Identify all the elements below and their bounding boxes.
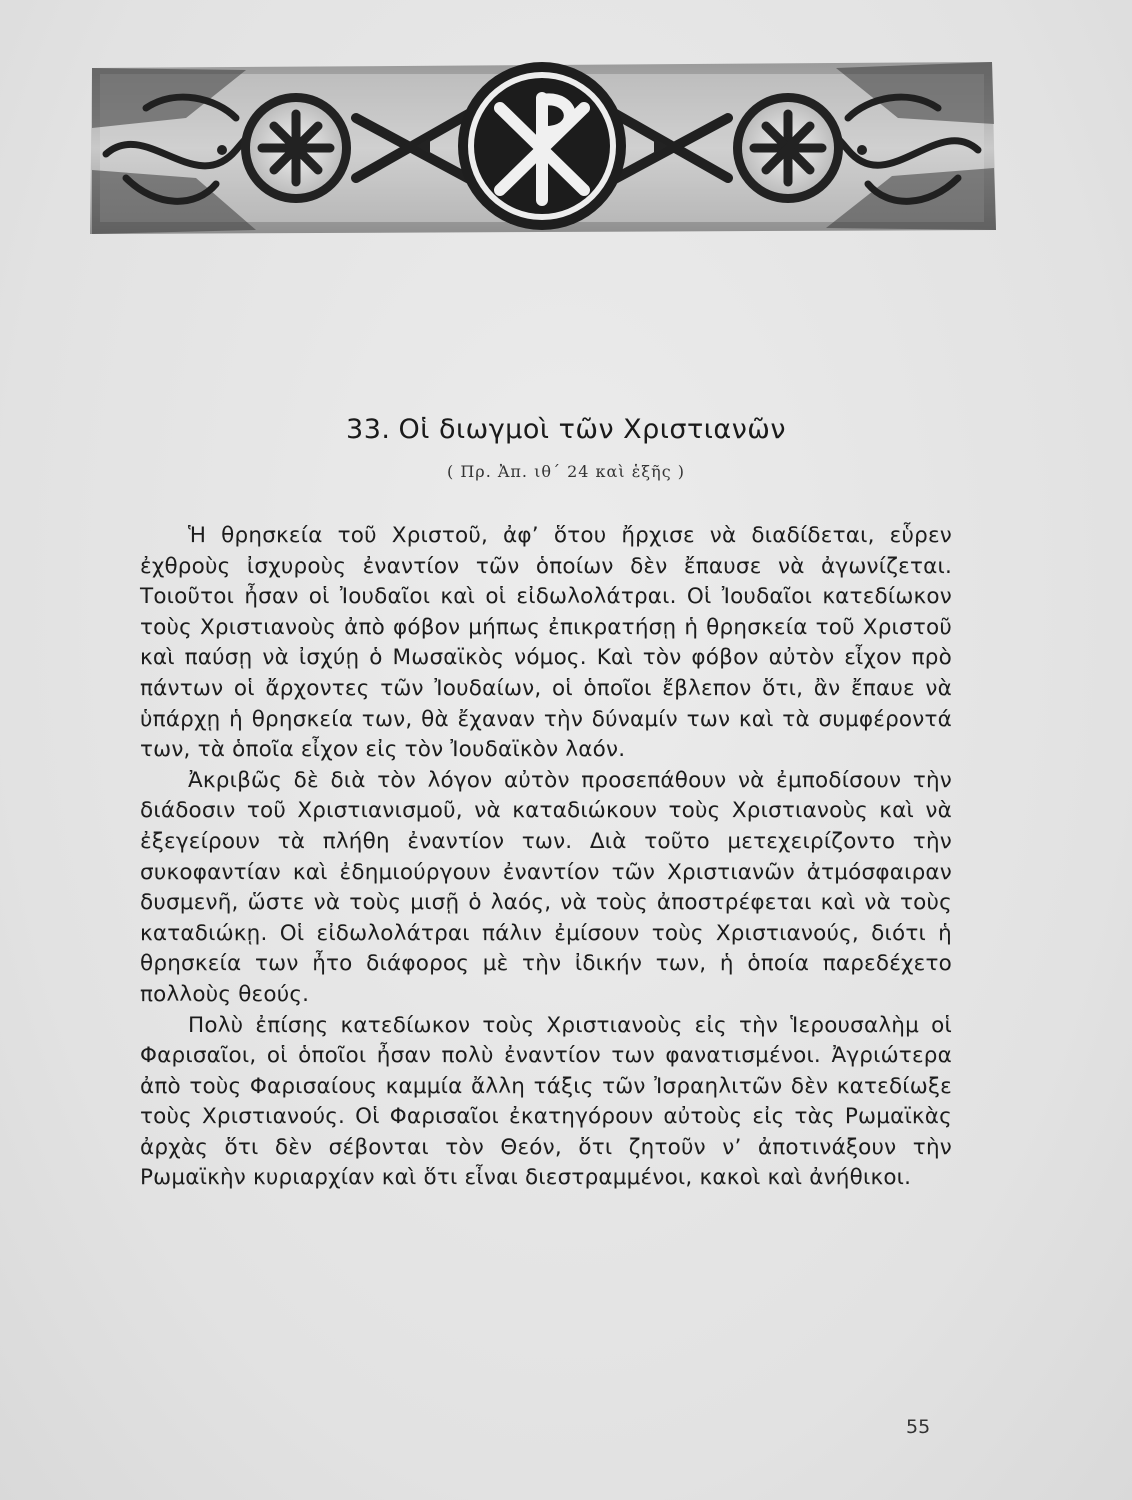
- chapter-title-text: Οἱ διωγμοὶ τῶν Χριστιανῶν: [398, 414, 786, 445]
- scripture-reference: ( Πρ. Ἀπ. ιθ΄ 24 καὶ ἑξῆς ): [447, 462, 685, 481]
- page-number: 55: [906, 1416, 931, 1438]
- chapter-number: 33.: [346, 414, 391, 445]
- paragraph: Ἡ θρησκεία τοῦ Χριστοῦ, ἀφ’ ὅτου ἤρχισε νὰ διαδίδεται, εὗρεν ἐχθροὺς ἰσχυροὺς ἐναντίον τῶν ὁποίων δὲν ἔπαυσε νὰ ἀγωνίζεται. Τοιοῦτοι ἦσαν οἱ Ἰουδαῖοι καὶ οἱ εἰδωλολάτραι. Οἱ Ἰουδαῖοι κατεδίωκον τοὺς Χριστιανοὺς ἀπὸ φόβον μήπως ἐπικρατήσῃ ἡ θρησκεία τοῦ Χριστοῦ καὶ παύσῃ νὰ ἰσχύῃ ὁ Μωσαϊκὸς νόμος. Καὶ τὸν φόβον αὐτὸν εἶχον πρὸ πάντων οἱ ἄρχοντες τῶν Ἰουδαίων, οἱ ὁποῖοι ἔβλεπον ὅτι, ἂν ἔπαυε νὰ ὑπάρχῃ ἡ θρησκεία των, θὰ ἔχαναν τὴν δύναμίν των καὶ τὰ συμφέροντά των, τὰ ὁποῖα εἶχον εἰς τὸν Ἰουδαϊκὸν λαόν.: [140, 523, 952, 763]
- chi-rho-ornamental-banner: [86, 58, 998, 236]
- chapter-body: [140, 521, 952, 1194]
- paragraph: Πολὺ ἐπίσης κατεδίωκον τοὺς Χριστιανοὺς εἰς τὴν Ἱερουσαλὴμ οἱ Φαρισαῖοι, οἱ ὁποῖοι ἦσαν πολὺ ἐναντίον των φανατισμένοι. Ἀγριώτερα ἀπὸ τοὺς Φαρισαίους καμμία ἄλλη τάξις τῶν Ἰσραηλιτῶν δὲν κατεδίωξε τοὺς Χριστιανούς. Οἱ Φαρισαῖοι ἐκατηγόρουν αὐτοὺς εἰς τὰς Ρωμαϊκὰς ἀρχὰς ὅτι δὲν σέβονται τὸν Θεόν, ὅτι ζητοῦν ν’ ἀποτινάξουν τὴν Ρωμαϊκὴν κυριαρχίαν καὶ ὅτι εἶναι διεστραμμένοι, κακοὶ καὶ ἀνήθικοι.: [140, 1012, 952, 1191]
- chapter-title: [0, 414, 1132, 445]
- paragraph: Ἀκριβῶς δὲ διὰ τὸν λόγον αὐτὸν προσεπάθουν νὰ ἐμποδίσουν τὴν διάδοσιν τοῦ Χριστιανισμοῦ, νὰ καταδιώκουν τοὺς Χριστιανοὺς καὶ νὰ ἐξεγείρουν τὰ πλήθη ἐναντίον των. Διὰ τοῦτο μετεχειρίζοντο τὴν συκοφαντίαν καὶ ἐδημιούργουν ἐναντίον τῶν Χριστιανῶν ἀτμόσφαιραν δυσμενῆ, ὥστε νὰ τοὺς μισῇ ὁ λαός, νὰ τοὺς ἀποστρέφεται καὶ νὰ τοὺς καταδιώκῃ. Οἱ εἰδωλολάτραι πάλιν ἐμίσουν τοὺς Χριστιανούς, διότι ἡ θρησκεία των ἦτο διάφορος μὲ τὴν ἰδικήν των, ἡ ὁποία παρεδέχετο πολλοὺς θεούς.: [140, 767, 952, 1007]
